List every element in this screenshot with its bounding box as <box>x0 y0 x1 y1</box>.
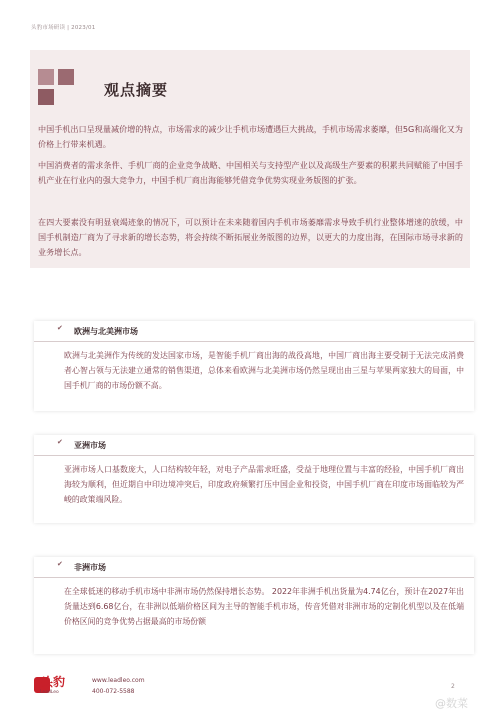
brand-name: 头豹 <box>41 675 66 689</box>
summary-paragraph: 中国手机出口呈现量减价增的特点，市场需求的减少让手机市场遭遇巨大挑战，手机市场需求萎靡，但5G和高端化又为价格上行带来机遇。 <box>38 124 463 149</box>
summary-logo-square <box>58 69 74 85</box>
card-body: 在全球低迷的移动手机市场中非洲市场仍然保持增长态势。 2022年非洲手机出货量为4.74亿台，预计在2027年出货量达到6.68亿台，在非洲以低端价格区间为主导的智能手机市场，传音凭借对非洲市场的定制化机型以及在低端价格区间的竞争优势占据最高的市场份额 <box>64 587 464 626</box>
summary-paragraph: 中国消费者的需求条件、手机厂商的企业竞争战略、中国相关与支持型产业以及高级生产要素的积累共同赋能了中国手机产业在行业内的强大竞争力，中国手机厂商出海能够凭借竞争优势实现业务版图的扩张。 <box>38 160 463 185</box>
card-body: 亚洲市场人口基数庞大，人口结构较年轻，对电子产品需求旺盛，受益于地理位置与丰富的经验，中国手机厂商出海较为顺利，但近期自中印边境冲突后，印度政府频繁打压中国企业和投资，中国手机厂商在印度市场面临较为严峻的政策端风险。 <box>64 465 464 504</box>
brand-subtitle: LeadLeo <box>40 690 59 695</box>
card-title: 欧洲与北美洲市场 <box>74 326 138 336</box>
footer-phone: 400-072-5588 <box>92 688 135 695</box>
footer-url[interactable]: www.leadleo.com <box>92 677 145 684</box>
card-header <box>34 557 474 578</box>
market-card-africa <box>34 557 474 654</box>
watermark: @数菜 <box>435 697 468 710</box>
card-title: 非洲市场 <box>74 562 106 572</box>
check-icon: ✔ <box>57 438 63 446</box>
check-icon: ✔ <box>57 560 63 568</box>
market-card-europe-na <box>34 321 474 411</box>
card-header <box>34 435 474 456</box>
summary-logo-square <box>38 89 54 105</box>
page-number: 2 <box>451 683 455 690</box>
card-header <box>34 321 474 342</box>
check-icon: ✔ <box>57 324 63 332</box>
summary-title: 观点摘要 <box>104 81 169 99</box>
summary-paragraph: 在四大要素没有明显衰竭迹象的情况下，可以预计在未来随着国内手机市场萎靡需求导致手机行业整体增速的放缓，中国手机制造厂商为了寻求新的增长态势，将会持续不断拓展业务版图的边界，以更大的力度出海，在国际市场寻求新的业务增长点。 <box>38 217 463 257</box>
header-text: 头豹市场研读 | 2023/01 <box>31 25 96 31</box>
summary-logo-square <box>38 69 54 85</box>
card-body: 欧洲与北美洲作为传统的发达国家市场，是智能手机厂商出海的战役高地，中国厂商出海主要受制于无法完成消费者心智占领与无法建立通常的销售渠道，总体来看欧洲与北美洲市场仍然呈现出由三星与苹果两家独大的局面，中国手机厂商的市场份额不高。 <box>64 351 464 390</box>
market-card-asia <box>34 435 474 523</box>
card-title: 亚洲市场 <box>74 440 106 450</box>
